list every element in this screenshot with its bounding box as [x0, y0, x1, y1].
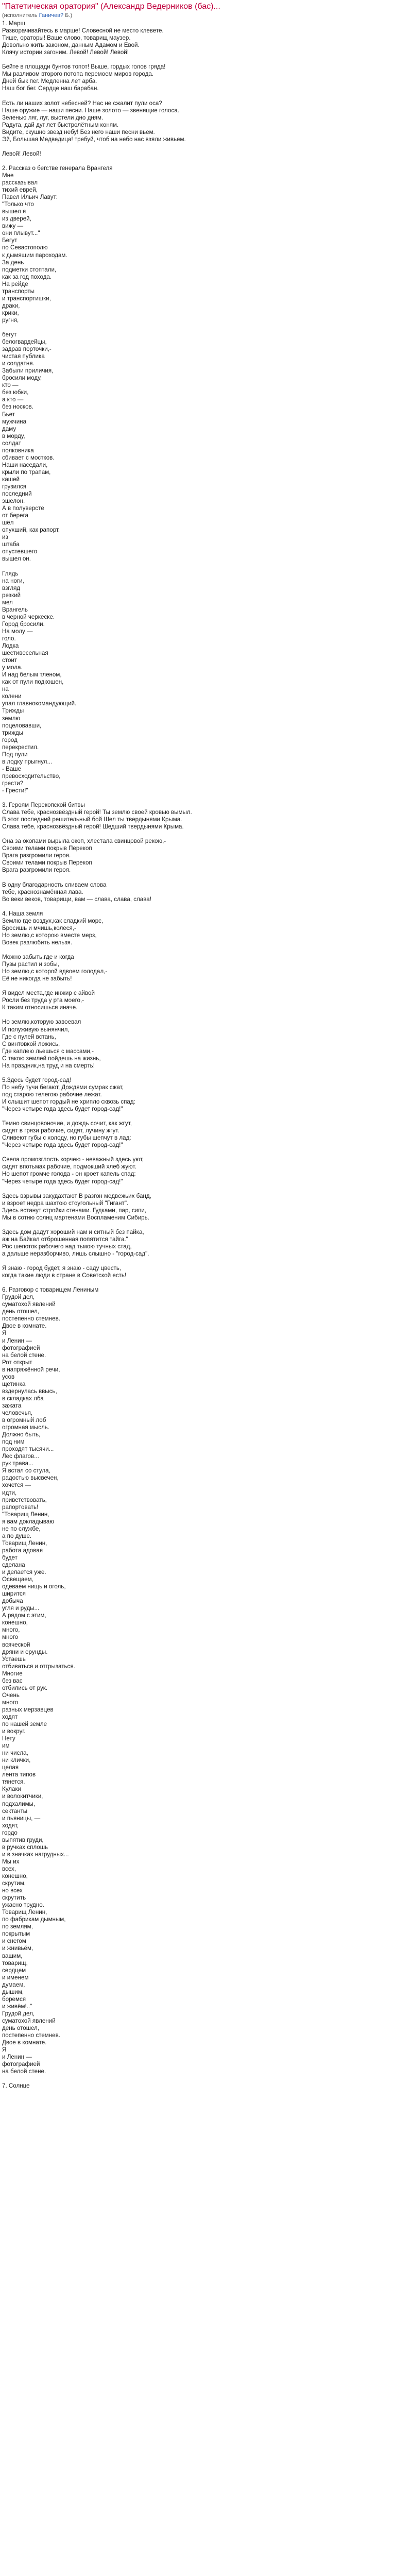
lyric-line — [2, 92, 410, 99]
lyric-line: и в значках нагрудных... — [2, 1851, 69, 1858]
lyric-line: и Ленин — — [2, 1337, 32, 1344]
lyric-line: лента типов — [2, 1771, 36, 1778]
lyric-line — [2, 982, 410, 990]
lyric-line: Во веки веков, товарищи, вам — слава, слава, слава! — [2, 895, 151, 903]
lyric-line: когда такие люди в стране в Советской есть! — [2, 1272, 127, 1279]
lyric-line — [2, 874, 410, 882]
lyric-line: Лес флагов... — [2, 1453, 39, 1460]
lyric-line: Росли без труда у рта моего,- — [2, 997, 84, 1004]
lyric-line: ходят — [2, 1713, 18, 1720]
lyric-line: Двое в комнате. — [2, 1323, 47, 1330]
lyric-line: сердцем — [2, 1967, 26, 1974]
lyric-line: фотографией — [2, 1344, 40, 1351]
lyric-line: Эй, Большая Медведица! требуй, чтоб на небо нас взяли живьем. — [2, 135, 186, 143]
lyric-line: Здесь встанут стройки стенами. Гудками, пар, сипи, — [2, 1207, 147, 1214]
lyric-line: Наше оружие — наши песни. Наше золото — звенящие голоса. — [2, 107, 179, 114]
lyric-line: взгляд — [2, 584, 21, 591]
lyric-line: к дымящим пароходам. — [2, 251, 67, 259]
lyric-line: а по душе. — [2, 1532, 32, 1539]
lyric-line: Я — [2, 2046, 7, 2054]
lyric-line: всех, — [2, 1865, 16, 1872]
lyric-line: а дальше неразборчиво, лишь слышно - "город-сад". — [2, 1250, 149, 1257]
lyric-line: щетинка — [2, 1380, 26, 1387]
lyric-line: Должно быть, — [2, 1431, 41, 1438]
lyric-line: Грудой дел, — [2, 2010, 35, 2017]
lyric-line: "Товарищ Ленин, — [2, 1511, 49, 1518]
lyric-line: по землям, — [2, 1923, 33, 1930]
lyric-line: в морду, — [2, 432, 25, 439]
lyric-line: Где каплею льешься с массами,- — [2, 1047, 94, 1055]
lyric-line: им — [2, 1742, 10, 1750]
lyric-line: вышел я — [2, 208, 26, 215]
lyric-line: Есть ли наших золот небесней? Нас не сжалит пули оса? — [2, 99, 162, 107]
lyric-line: тянется. — [2, 1778, 25, 1786]
lyric-line: думаем, — [2, 1981, 25, 1988]
lyric-line: Её не никогда не забыть! — [2, 975, 72, 982]
lyric-line: суматохой явлений — [2, 2017, 56, 2024]
lyric-line: За день — [2, 259, 24, 266]
lyric-line: Сливеют губы с холоду, но губы шепчут в лад: — [2, 1134, 131, 1142]
lyric-line: полковника — [2, 447, 34, 454]
lyric-line: выпятив груди, — [2, 1836, 44, 1843]
lyric-line: как за год похода. — [2, 273, 52, 280]
lyric-line: Своими телами покрыв Перекоп — [2, 859, 92, 867]
lyric-line: Мы их — [2, 1858, 20, 1865]
lyric-line: Трижды — [2, 707, 24, 715]
author-line — [2, 12, 410, 19]
lyric-line: С такою землей пойдешь на жизнь, — [2, 1055, 101, 1062]
lyric-line: 4. Наша земля — [2, 910, 43, 917]
lyric-line: ходят, — [2, 1822, 19, 1829]
lyric-line — [2, 1149, 410, 1156]
lyric-line: скрутить — [2, 1894, 26, 1902]
lyric-line: вздернулась ввысь, — [2, 1387, 57, 1395]
lyric-line: Слава тебе, краснозвёздный герой! Шедший твердынями Крыма. — [2, 823, 184, 831]
lyric-line: даму — [2, 425, 16, 432]
lyric-line: на белой стене. — [2, 1351, 46, 1359]
lyric-line: сбивает с мостков. — [2, 454, 55, 461]
lyric-line: ни клички, — [2, 1757, 31, 1764]
lyric-line: товарищ, — [2, 1959, 28, 1967]
lyric-line: и снегом — [2, 1938, 26, 1945]
lyric-line: работа адовая — [2, 1547, 43, 1554]
lyric-line: И слышит шепот гордый не хрипло сквозь спад: — [2, 1098, 135, 1105]
lyric-line — [2, 794, 410, 802]
lyric-line: Но землю,с которой вдвоем голодал,- — [2, 968, 108, 975]
lyric-line: радостью высвечен, — [2, 1475, 59, 1482]
lyric-line: ширится — [2, 1590, 26, 1598]
lyric-line: Клячу истории загоним. Левой! Левой! Левой! — [2, 49, 129, 56]
lyric-line — [2, 324, 410, 331]
lyric-line: город — [2, 736, 18, 743]
lyric-line: В этот последний решительный бой Шел ты твердынями Крыма. — [2, 816, 182, 823]
lyric-line: Свела промозглость корчею - неважный здесь уют, — [2, 1156, 144, 1163]
lyric-line: 7. Солнце — [2, 2082, 30, 2090]
lyric-line: и делается уже. — [2, 1569, 46, 1576]
lyric-line: я вам докладываю — [2, 1518, 55, 1525]
lyric-line: по нашей земле — [2, 1721, 47, 1728]
lyric-line: будет — [2, 1554, 18, 1561]
lyric-line: Многие — [2, 1670, 23, 1677]
lyric-line: Забыли приличия, — [2, 367, 54, 375]
lyric-line: трижды — [2, 729, 24, 736]
lyric-line: "Через четыре года здесь будет город-сад!" — [2, 1106, 123, 1113]
lyric-line — [2, 1070, 410, 1077]
lyric-line — [2, 1279, 410, 1286]
lyric-line: землю — [2, 715, 21, 722]
lyric-line: Я знаю - город будет, я знаю - саду цвесть, — [2, 1265, 122, 1272]
lyric-line: Я встал со стула, — [2, 1467, 50, 1475]
lyric-line: на белой стене. — [2, 2068, 46, 2075]
lyric-line: Я — [2, 1330, 7, 1337]
lyric-line: и взроет недра шахтою стоугольный "Гигант". — [2, 1199, 129, 1207]
lyric-line: тихий еврей, — [2, 187, 38, 194]
lyric-line: гордо — [2, 1829, 18, 1836]
lyric-line: тебе, краснознамённая лава. — [2, 888, 83, 895]
lyric-line: бросили моду, — [2, 375, 42, 382]
lyric-line: зажата — [2, 1402, 22, 1409]
lyric-line: "Через четыре года здесь будет город-сад!" — [2, 1178, 123, 1185]
lyric-line: Нету — [2, 1735, 15, 1742]
lyric-line: и транспортишки, — [2, 295, 51, 302]
lyric-line: поцеловавши, — [2, 722, 42, 729]
lyric-line — [2, 831, 410, 838]
lyric-line: Бейте в площади бунтов топот! Выше, гордых голов гряда! — [2, 63, 166, 71]
lyric-line: в складках лба — [2, 1395, 44, 1402]
lyric-line: А рядом с этим, — [2, 1612, 46, 1619]
lyric-line: В одну благодарность сливаем слова — [2, 881, 107, 888]
lyric-line: эшелон. — [2, 498, 25, 505]
lyric-line: много — [2, 1634, 19, 1641]
lyric-line: С винтовкой ложись, — [2, 1040, 60, 1047]
lyric-line: голо. — [2, 635, 16, 642]
lyric-line: - Грести!" — [2, 787, 28, 794]
lyric-line: По небу тучи бегают, Дождями сумрак сжат, — [2, 1083, 124, 1091]
lyric-line — [2, 1222, 410, 1229]
lyric-line: Глядь — [2, 570, 19, 577]
lyric-line: много — [2, 1699, 19, 1706]
lyric-line: ругня, — [2, 316, 19, 324]
lyric-line: и вокруг. — [2, 1728, 26, 1735]
lyric-line: Бросишь и мчишь,колеся,- — [2, 924, 76, 931]
lyrics-text — [2, 20, 410, 2090]
lyric-line: белогвардейцы, — [2, 338, 47, 346]
lyric-line: много, — [2, 1626, 20, 1634]
lyric-line: одеваем нищь и оголь, — [2, 1583, 66, 1590]
lyric-line: Врага разгромили героя. — [2, 867, 71, 874]
lyric-line: резкий — [2, 591, 21, 599]
lyric-line: последний — [2, 490, 32, 498]
lyric-line: Но землю,которую завоевал — [2, 1019, 81, 1026]
lyric-line: На молу — — [2, 628, 33, 635]
lyric-line: и жнивьём, — [2, 1945, 33, 1952]
lyric-line: И полуживую вынянчил, — [2, 1026, 70, 1033]
lyric-line: человечья, — [2, 1410, 33, 1416]
lyric-line: из дверей, — [2, 215, 31, 223]
lyric-line: "Только что — [2, 201, 34, 208]
lyric-line: солдат — [2, 439, 22, 447]
lyric-line: скрутим, — [2, 1880, 26, 1887]
lyric-line: Здесь дом дадут хороший нам и ситный без пайка, — [2, 1228, 144, 1235]
lyric-line: Наш бог бег. Сердце наш барабан. — [2, 85, 99, 92]
lyric-line: Врангель — [2, 606, 28, 613]
lyric-line — [2, 143, 410, 150]
lyric-line: от берега — [2, 512, 28, 519]
lyric-line: и волокитчики, — [2, 1793, 43, 1800]
lyric-line: Темно свинцовоночие, и дождь сочит, как жгут, — [2, 1120, 132, 1127]
lyric-line: Рос шепоток рабочего над тьмою тучных стад, — [2, 1243, 132, 1250]
lyric-line: сидят в грязи рабочие, сидят, лучину жгут. — [2, 1127, 119, 1134]
lyric-line: Двое в комнате. — [2, 2039, 47, 2046]
lyric-line: бегут — [2, 331, 17, 338]
lyric-line: Устаешь — [2, 1655, 26, 1663]
lyric-line: Слава тебе, краснозвёздный герой! Ты землю своей кровью вымыл. — [2, 809, 192, 816]
lyric-line: под старою телегою рабочие лежат. — [2, 1091, 102, 1098]
lyric-line: Разворачивайтесь в марше! Словесной не место клевете. — [2, 27, 164, 35]
lyric-line: хочется — — [2, 1482, 31, 1489]
lyric-line: Дней бык пег. Медленна лет арба. — [2, 78, 97, 85]
lyric-line: в ручках сплошь — [2, 1843, 48, 1851]
lyric-line: Вовек разлюбить нельзя. — [2, 939, 73, 946]
lyric-line: А в полуверсте — [2, 505, 44, 512]
lyric-line: по фабрикам дымным, — [2, 1916, 66, 1923]
lyric-line: постепенно стемнев. — [2, 1315, 60, 1323]
lyric-line: шестивесельная — [2, 650, 48, 657]
lyric-line: на ноги, — [2, 577, 24, 584]
lyric-line: шёл — [2, 519, 14, 527]
lyric-line: приветствовать, — [2, 1496, 47, 1503]
lyric-line: Товарищ Ленин, — [2, 1909, 47, 1916]
lyric-line: 1. Марш — [2, 20, 25, 27]
lyric-line — [2, 1185, 410, 1193]
lyric-line: без вас — [2, 1677, 23, 1684]
lyrics-page — [2, 2, 410, 2090]
lyric-line: Бьет — [2, 411, 15, 418]
lyric-line: ни числа, — [2, 1750, 28, 1757]
lyric-line: мужчина — [2, 418, 27, 425]
lyric-line: сидят впотьмах рабочие, подмокший хлеб жуют. — [2, 1163, 136, 1171]
lyric-line: на — [2, 686, 9, 693]
lyric-line: проходят тысячи... — [2, 1446, 54, 1453]
lyric-line: Но землю,с которою вместе мерз, — [2, 931, 97, 939]
lyric-line — [2, 2075, 410, 2082]
lyric-line: - Ваше — [2, 765, 22, 772]
page-title: "Патетическая оратория" (Александр Ведерников (бас)... — [2, 2, 220, 11]
lyric-line: Под пули — [2, 751, 28, 758]
lyric-line: Где с пулей встань, — [2, 1033, 56, 1040]
lyric-line: дышим, — [2, 1988, 24, 1995]
lyric-line: и живём!.." — [2, 2003, 32, 2010]
lyric-line: опухший, как рапорт, — [2, 527, 60, 534]
lyric-line: сектанты — [2, 1807, 28, 1815]
lyric-line: Здесь взрывы закудахтают В разгон медвежьих банд, — [2, 1192, 151, 1199]
lyric-line: Можно забыть,где и когда — [2, 954, 74, 961]
lyric-line: конешно, — [2, 1619, 28, 1626]
lyric-line — [2, 158, 410, 165]
lyric-line: но всех — [2, 1887, 23, 1894]
lyric-line: и именем — [2, 1974, 29, 1981]
lyric-line: Очень — [2, 1691, 20, 1699]
lyric-line: всяческой — [2, 1641, 30, 1648]
lyric-line: рук трава... — [2, 1460, 33, 1467]
lyric-line: и солдатня. — [2, 360, 35, 367]
lyric-line: они плывут..." — [2, 230, 40, 237]
author-link[interactable]: Ганичев? — [39, 12, 64, 19]
lyric-line: Зеленью ляг, луг, выстели дно дням. — [2, 114, 104, 121]
lyric-line: дряни и ерунды. — [2, 1648, 48, 1655]
lyric-line: превосходительство, — [2, 772, 61, 779]
lyric-line: под ним — [2, 1438, 25, 1446]
lyric-line: аж на Байкал отброшенная попятится тайга." — [2, 1235, 128, 1243]
lyric-line: подхалимы, — [2, 1800, 36, 1807]
lyric-line: Левой! Левой! — [2, 150, 41, 157]
lyric-line: сделана — [2, 1561, 25, 1568]
lyric-line: 6. Разговор с товарищем Лениным — [2, 1286, 99, 1294]
lyric-line: Довольно жить законом, данным Адамом и Евой. — [2, 42, 140, 49]
lyric-line: идти, — [2, 1489, 17, 1496]
lyric-line: мел — [2, 599, 13, 606]
lyric-line: конешно, — [2, 1873, 28, 1879]
lyric-line: в лодку прыгнул... — [2, 758, 53, 765]
lyric-line: рассказывал — [2, 179, 38, 187]
lyric-line: штаба — [2, 541, 20, 548]
lyric-line: без носков. — [2, 403, 33, 411]
lyric-line: усов — [2, 1373, 15, 1380]
lyric-line: Врага разгромили героя. — [2, 852, 71, 859]
lyric-line: как от пули подкошен, — [2, 679, 64, 686]
lyric-line: целая — [2, 1764, 19, 1771]
lyric-line: а кто — — [2, 396, 24, 403]
lyric-line: Грудой дел, — [2, 1294, 35, 1301]
lyric-line: Освещаем, — [2, 1576, 33, 1583]
lyric-line: Город бросили. — [2, 620, 45, 628]
lyric-line: Товарищ Ленин, — [2, 1539, 47, 1547]
lyric-line: На праздник,на труд и на смерть! — [2, 1062, 95, 1069]
lyric-line: огромная мысль. — [2, 1424, 50, 1431]
lyric-line: На рейде — [2, 280, 28, 287]
lyric-line: и пьяницы, — — [2, 1815, 41, 1822]
lyric-line: 5.Здесь будет город-сад! — [2, 1076, 72, 1083]
lyric-line: Мне — [2, 172, 14, 179]
lyric-line: Она за окопами вырыла окоп, хлестала свинцовой рекою,- — [2, 838, 166, 845]
lyric-line: Радуга, дай дуг лет быстролётным коням. — [2, 121, 119, 128]
lyric-line: день отошел, — [2, 1308, 40, 1315]
lyric-line: грести? — [2, 779, 24, 787]
lyric-line: Своими телами покрыв Перекоп — [2, 845, 92, 852]
lyric-line: упал главнокомандующий. — [2, 700, 77, 707]
lyric-line: чистая публика — [2, 353, 45, 360]
lyric-line: Лодка — [2, 642, 19, 650]
lyric-line — [2, 1258, 410, 1265]
lyric-line: Павел Ильич Лавут: — [2, 194, 58, 201]
lyric-line: разных мерзавцев — [2, 1706, 54, 1713]
lyric-line: Бегут — [2, 237, 18, 244]
lyric-line: постепенно стемнев. — [2, 2032, 60, 2039]
lyric-line: отбиваться и отгрызаться. — [2, 1663, 75, 1670]
lyric-line: день отошел, — [2, 2024, 40, 2031]
lyric-line: перекрестил. — [2, 743, 39, 751]
lyric-line: Рот открыт — [2, 1359, 32, 1366]
lyric-line — [2, 946, 410, 954]
lyric-line: подметки стоптали, — [2, 266, 57, 273]
lyric-line: отбились от рук. — [2, 1684, 48, 1691]
lyric-line: добыча — [2, 1598, 23, 1605]
lyric-line: 2. Рассказ о бегстве генерала Врангеля — [2, 164, 113, 172]
lyric-line: опустевшего — [2, 548, 38, 555]
lyric-line: Мы разливом второго потопа перемоем миров города. — [2, 71, 154, 78]
lyric-line: покрытым — [2, 1930, 30, 1938]
lyric-line: не по службе, — [2, 1525, 41, 1532]
lyric-line: в черной черкеске. — [2, 613, 55, 620]
author-prefix: (исполнитель — [2, 12, 39, 19]
lyric-line — [2, 903, 410, 910]
lyric-line: К таким относишься иначе. — [2, 1004, 78, 1011]
lyric-line: и Ленин — — [2, 2054, 32, 2061]
lyric-line: 3. Героям Перекопской битвы — [2, 802, 85, 809]
lyric-line: Тише, ораторы! Ваше слово, товарищ маузер. — [2, 35, 131, 42]
lyric-line — [2, 1011, 410, 1019]
lyric-line: "Через четыре года здесь будет город-сад!" — [2, 1142, 123, 1149]
lyric-line: боремся — [2, 1995, 26, 2003]
lyric-line — [2, 56, 410, 63]
lyric-line: по Севастополю — [2, 244, 48, 251]
lyric-line: у мола. — [2, 664, 23, 671]
lyric-line: Землю где воздух,как сладкий морс, — [2, 917, 104, 924]
lyric-line: стоит — [2, 657, 18, 664]
lyric-line: угля и руды... — [2, 1605, 40, 1612]
lyric-line: фотографией — [2, 2061, 40, 2068]
lyric-line: вышел он. — [2, 555, 31, 563]
lyric-line: суматохой явлений — [2, 1301, 56, 1308]
lyric-line: транспорты — [2, 287, 35, 295]
lyric-line: Но шепот громче голода - он кроет капель спад: — [2, 1171, 136, 1178]
lyric-line: задрав порточки,- — [2, 346, 52, 353]
lyric-line: Я видел места,где инжир с айвой — [2, 990, 95, 997]
lyric-line: кто — — [2, 382, 19, 389]
author-suffix: Б.) — [63, 12, 73, 19]
lyric-line: Видите, скушно звезд небу! Без него наши песни вьем. — [2, 128, 155, 135]
lyric-line: Наши наседали, — [2, 461, 48, 468]
lyric-line: в огромный лоб — [2, 1417, 46, 1424]
lyric-line: ужасно трудно. — [2, 1902, 44, 1909]
lyric-line — [2, 1113, 410, 1120]
lyric-line: крики, — [2, 309, 19, 316]
lyric-line: вижу — — [2, 223, 24, 230]
lyric-line: в напряжённой речи, — [2, 1366, 60, 1373]
lyric-line: кашей — [2, 476, 20, 483]
lyric-line: рапортовать! — [2, 1503, 39, 1511]
lyric-line: Пузы растил и зобы, — [2, 961, 59, 968]
lyric-line: Кулаки — [2, 1786, 22, 1793]
lyric-line — [2, 563, 410, 570]
lyric-line: И над белым тленом, — [2, 671, 62, 679]
lyric-line: вашим, — [2, 1952, 23, 1959]
lyric-line: без юбки, — [2, 389, 29, 396]
lyric-line: из — [2, 534, 8, 541]
lyric-line: крыли по трапам, — [2, 468, 51, 476]
lyric-line: колени — [2, 693, 22, 700]
lyric-line: драки, — [2, 302, 20, 309]
lyric-line: Мы в сотню солнц мартенами Воспламеним Сибирь. — [2, 1214, 149, 1221]
lyric-line: грузился — [2, 483, 26, 490]
